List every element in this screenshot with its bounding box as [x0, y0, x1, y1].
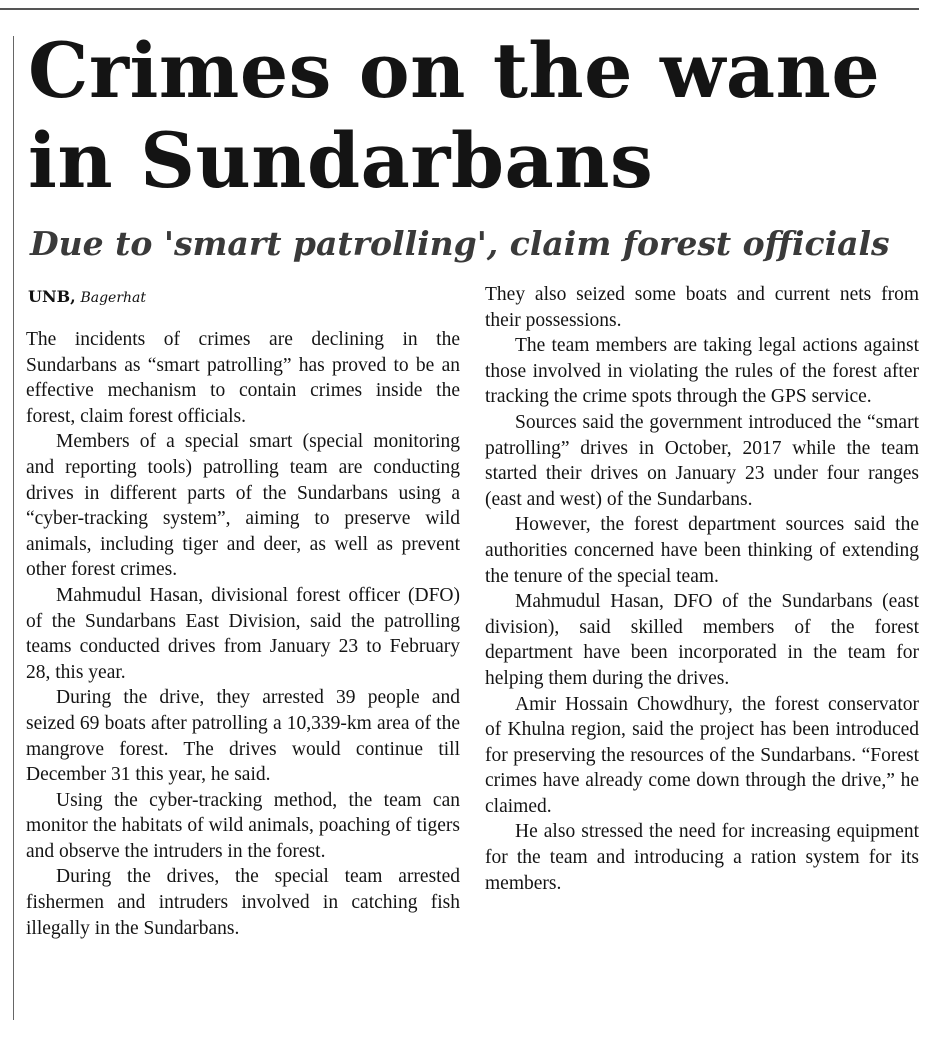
headline-line-1: Crimes on the wane — [28, 26, 881, 115]
headline-line-2: in Sundarbans — [28, 116, 654, 205]
paragraph: During the drive, they arrested 39 people and seized 69 boats after patrolling a 10,339-km area of the mangrove forest. The drives would continue till December 31 this year, he said. — [26, 687, 460, 786]
left-column — [26, 327, 460, 941]
paragraph: Mahmudul Hasan, divisional forest officer (DFO) of the Sundarbans East Division, said the patrolling teams conducted drives from January 23 to February 28, this year. — [26, 584, 460, 683]
byline — [28, 287, 146, 308]
right-column — [485, 282, 919, 896]
paragraph: The team members are taking legal actions against those involved in violating the rules of the forest after tracking the crime spots through the GPS service. — [485, 335, 919, 408]
headline — [28, 26, 880, 206]
byline-agency: UNB, — [28, 287, 76, 306]
paragraph: Using the cyber-tracking method, the team can monitor the habitats of wild animals, poaching of tigers and observe the intruders in the forest. — [26, 789, 460, 862]
byline-location: Bagerhat — [80, 290, 147, 306]
paragraph: Sources said the government introduced the “smart patrolling” drives in October, 2017 while the team started their drives on January 23 under four ranges (east and west) of the Sundarbans. — [485, 411, 919, 510]
paragraph: During the drives, the special team arrested fishermen and intruders involved in catching fish illegally in the Sundarbans. — [26, 866, 460, 939]
paragraph: Members of a special smart (special monitoring and reporting tools) patrolling team are conducting drives in different parts of the Sundarbans using a “cyber-tracking system”, aiming to preserve wild animals, including tiger and deer, as well as prevent other forest crimes. — [26, 431, 460, 581]
subheadline: Due to 'smart patrolling', claim forest officials — [30, 224, 890, 263]
top-rule — [0, 8, 919, 10]
left-column-rule — [13, 36, 14, 1020]
paragraph: Amir Hossain Chowdhury, the forest conservator of Khulna region, said the project has been introduced for preserving the resources of the Sundarbans. “Forest crimes have already come down through the drive,” he claimed. — [485, 693, 919, 817]
paragraph: He also stressed the need for increasing equipment for the team and introducing a ration system for its members. — [485, 821, 919, 894]
paragraph: However, the forest department sources said the authorities concerned have been thinking of extending the tenure of the special team. — [485, 514, 919, 587]
paragraph: Mahmudul Hasan, DFO of the Sundarbans (east division), said skilled members of the forest department have been incorporated in the team for helping them during the drives. — [485, 591, 919, 689]
paragraph: The incidents of crimes are declining in the Sundarbans as “smart patrolling” has proved to be an effective mechanism to contain crimes inside the forest, claim forest officials. — [26, 329, 460, 427]
paragraph: They also seized some boats and current nets from their possessions. — [485, 284, 919, 331]
